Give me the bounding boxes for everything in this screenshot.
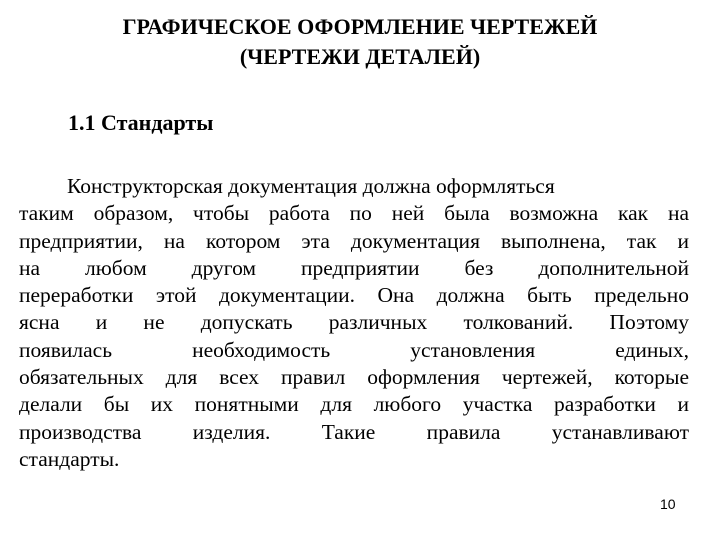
paragraph-line: Конструкторская документация должна оформляться — [67, 174, 555, 198]
paragraph-line: на любом другом предприятии без дополнительной — [19, 255, 689, 280]
section-heading: 1.1 Стандарты — [68, 110, 214, 135]
paragraph-line: делали бы их понятными для любого участка разработки и — [19, 392, 689, 417]
paragraph-line: ясна и не допускать различных толкований. Поэтому — [19, 310, 689, 335]
paragraph-line: таким образом, чтобы работа по ней была возможна как на — [19, 201, 689, 226]
page-number: 10 — [660, 496, 676, 512]
document-title — [0, 12, 720, 72]
paragraph-line: производства изделия. Такие правила устанавливают — [19, 419, 689, 444]
paragraph-line: предприятии, на котором эта документация выполнена, так и — [19, 228, 689, 253]
paragraph-line: обязательных для всех правил оформления чертежей, которые — [19, 365, 689, 390]
paragraph-line: переработки этой документации. Она должна быть предельно — [19, 283, 689, 308]
paragraph-line: стандарты. — [19, 446, 120, 471]
title-line-1: ГРАФИЧЕСКОЕ ОФОРМЛЕНИЕ ЧЕРТЕЖЕЙ — [122, 14, 598, 39]
title-line-2: (ЧЕРТЕЖИ ДЕТАЛЕЙ) — [239, 44, 481, 69]
paragraph-line: появилась необходимость установления единых, — [19, 337, 689, 362]
body-paragraph — [19, 173, 689, 473]
